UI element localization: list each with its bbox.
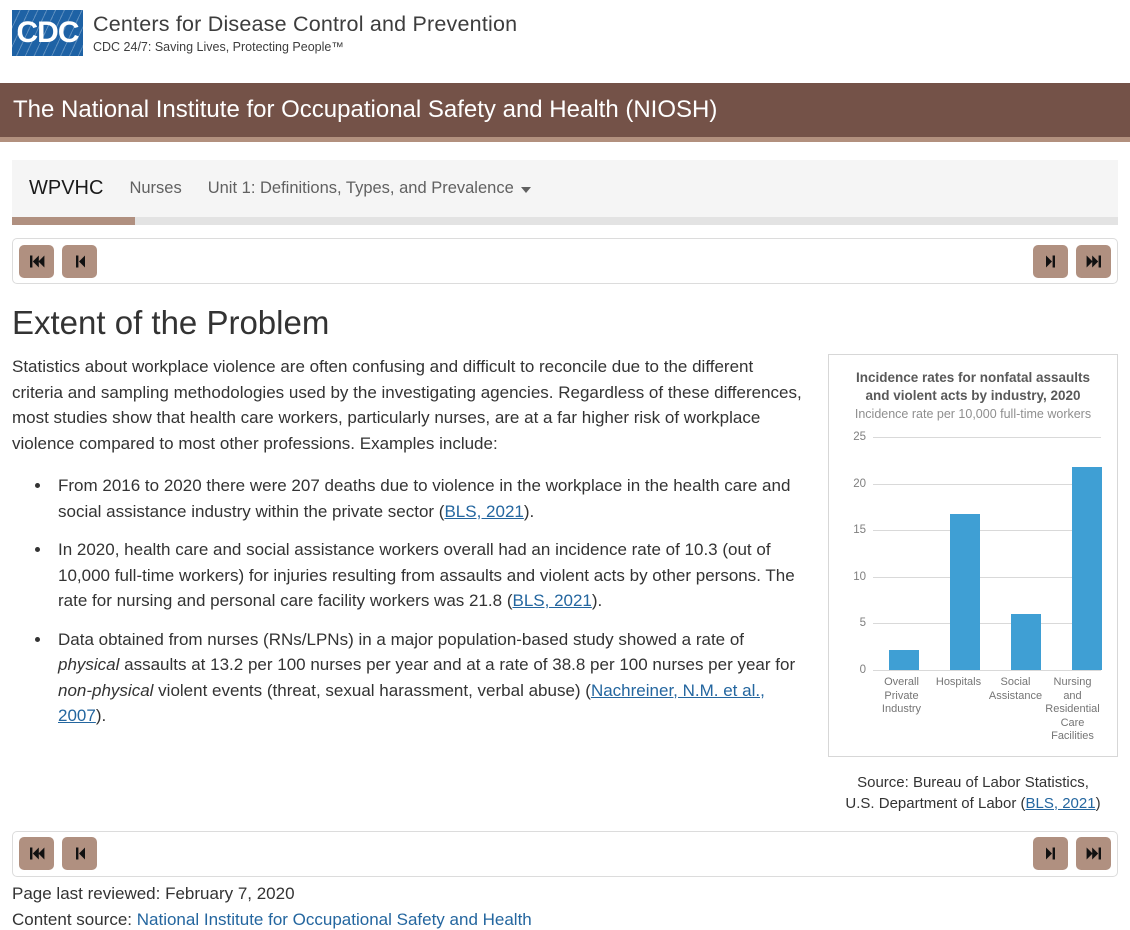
main-content xyxy=(12,354,1118,814)
previous-page-icon xyxy=(74,255,86,268)
nav-active-indicator xyxy=(12,217,135,225)
next-page-button[interactable] xyxy=(1033,245,1068,278)
chevron-down-icon xyxy=(521,187,531,193)
nav-underline-strip xyxy=(12,217,1118,225)
chart-plot xyxy=(853,431,1101,676)
x-axis-category-label: Social Assistance xyxy=(988,676,1043,702)
text-segment: violent events (threat, sexual harassment, verbal abuse) ( xyxy=(153,680,591,700)
chart-column xyxy=(828,354,1118,814)
text-segment: assaults at 13.2 per 100 nurses per year and at a rate of 38.8 per 100 nurses per year for xyxy=(119,655,796,674)
gridline xyxy=(873,623,1101,624)
text-segment: Source: Bureau of Labor Statistics, xyxy=(857,773,1089,791)
text-segment: ). xyxy=(591,591,603,610)
next-page-button[interactable] xyxy=(1033,837,1068,870)
text-segment: In 2020, health care and social assistance workers overall had an incidence rate of 10.3 (out of 10,000 full-time workers) for injuries resulting from assaults and violent acts by other persons. The rate for nursing and personal care facility workers was 21.8 ( xyxy=(58,540,795,610)
page-footer xyxy=(12,884,1118,930)
chart-x-labels xyxy=(873,676,1101,744)
pager-right-group xyxy=(1033,837,1111,870)
page-title: Extent of the Problem xyxy=(12,304,330,341)
first-page-icon xyxy=(29,255,45,268)
text-segment: From 2016 to 2020 there were 207 deaths due to violence in the workplace in the health care and social assistance industry within the private sector ( xyxy=(58,476,791,521)
text-segment: U.S. Department of Labor ( xyxy=(845,794,1026,812)
list-item xyxy=(52,537,806,614)
x-axis-category-label: Hospitals xyxy=(935,676,982,688)
inline-link[interactable]: Nachreiner, N.M. et al., 2007 xyxy=(58,680,765,725)
chart-source-line1 xyxy=(828,772,1118,793)
text-segment: ). xyxy=(523,501,535,521)
list-item xyxy=(52,473,806,524)
emphasis-text: physical xyxy=(58,655,120,674)
chart-source xyxy=(828,772,1118,814)
y-axis-tick-label: 25 xyxy=(853,431,866,443)
pager-right-group xyxy=(1033,245,1111,278)
pager-left-group xyxy=(19,245,97,278)
gridline xyxy=(873,577,1101,578)
chart xyxy=(828,354,1118,757)
gridline xyxy=(873,530,1101,531)
nav-item-unit1-dropdown[interactable] xyxy=(208,179,531,198)
nav-item-unit1-label: Unit 1: Definitions, Types, and Prevalence xyxy=(207,179,514,197)
first-page-icon xyxy=(29,847,45,860)
chart-title: Incidence rates for nonfatal assaults and violent acts by industry, 2020 xyxy=(855,370,1091,403)
previous-page-button[interactable] xyxy=(62,837,97,870)
pager-top xyxy=(12,238,1118,284)
next-page-icon xyxy=(1045,847,1057,860)
niosh-banner xyxy=(0,83,1130,142)
inline-link[interactable]: BLS, 2021 xyxy=(1025,794,1096,812)
bar xyxy=(1072,467,1102,670)
previous-page-icon xyxy=(74,847,86,860)
bar xyxy=(889,650,919,670)
cdc-logo[interactable]: CDC xyxy=(12,10,83,56)
inline-link[interactable]: BLS, 2021 xyxy=(512,591,592,610)
last-page-icon xyxy=(1086,255,1102,268)
previous-page-button[interactable] xyxy=(62,245,97,278)
last-page-button[interactable] xyxy=(1076,837,1111,870)
gridline xyxy=(873,484,1101,485)
cdc-org-name: Centers for Disease Control and Prevention xyxy=(93,12,518,36)
key-points-list xyxy=(12,473,806,729)
nav-brand-wpvhc[interactable]: WPVHC xyxy=(29,177,104,199)
y-axis-tick-label: 10 xyxy=(853,570,866,583)
text-segment: ) xyxy=(1095,794,1101,812)
chart-source-line2 xyxy=(828,793,1118,814)
emphasis-text: non-physical xyxy=(58,680,154,700)
y-axis-tick-label: 0 xyxy=(859,664,866,676)
content-source-link[interactable]: National Institute for Occupational Safety and Health xyxy=(136,909,532,929)
inline-link[interactable]: BLS, 2021 xyxy=(444,501,524,521)
chart-subtitle: Incidence rate per 10,000 full-time workers xyxy=(854,407,1092,421)
x-axis-category-label: Nursing and Residential Care Facilities xyxy=(1045,676,1100,742)
first-page-button[interactable] xyxy=(19,245,54,278)
cdc-tagline: CDC 24/7: Saving Lives, Protecting People™ xyxy=(93,40,344,54)
bar xyxy=(1011,614,1041,670)
y-axis-tick-label: 15 xyxy=(853,524,866,537)
bar xyxy=(950,514,980,670)
list-item xyxy=(52,627,806,729)
last-reviewed-text: Page last reviewed: February 7, 2020 xyxy=(12,883,295,903)
pager-bottom xyxy=(12,831,1118,877)
gridline xyxy=(873,437,1101,438)
content-source-line xyxy=(12,910,1118,930)
course-nav xyxy=(12,160,1118,225)
text-segment: ). xyxy=(95,706,107,725)
gridline xyxy=(873,670,1101,671)
text-column xyxy=(12,354,806,742)
cdc-header xyxy=(0,0,1130,83)
x-axis-category-label: Overall Private Industry xyxy=(881,676,922,715)
next-page-icon xyxy=(1045,255,1057,268)
pager-left-group xyxy=(19,837,97,870)
intro-paragraph: Statistics about workplace violence are often confusing and difficult to reconcile due to the different criteria and sampling methodologies used by the investigating agencies. Regardless of these differences, most studies show that health care workers, particularly nurses, are at a far higher risk of workplace violence compared to most other professions. Examples include: xyxy=(12,357,802,453)
nav-item-nurses[interactable]: Nurses xyxy=(129,179,182,197)
content-source-label: Content source: xyxy=(12,909,137,929)
last-page-button[interactable] xyxy=(1076,245,1111,278)
last-page-icon xyxy=(1086,847,1102,860)
cdc-titles xyxy=(93,10,517,54)
first-page-button[interactable] xyxy=(19,837,54,870)
text-segment: Data obtained from nurses (RNs/LPNs) in a major population-based study showed a rate of xyxy=(58,629,745,649)
y-axis-tick-label: 5 xyxy=(859,617,866,630)
niosh-banner-title: The National Institute for Occupational Safety and Health (NIOSH) xyxy=(13,96,718,123)
y-axis-tick-label: 20 xyxy=(853,477,866,490)
